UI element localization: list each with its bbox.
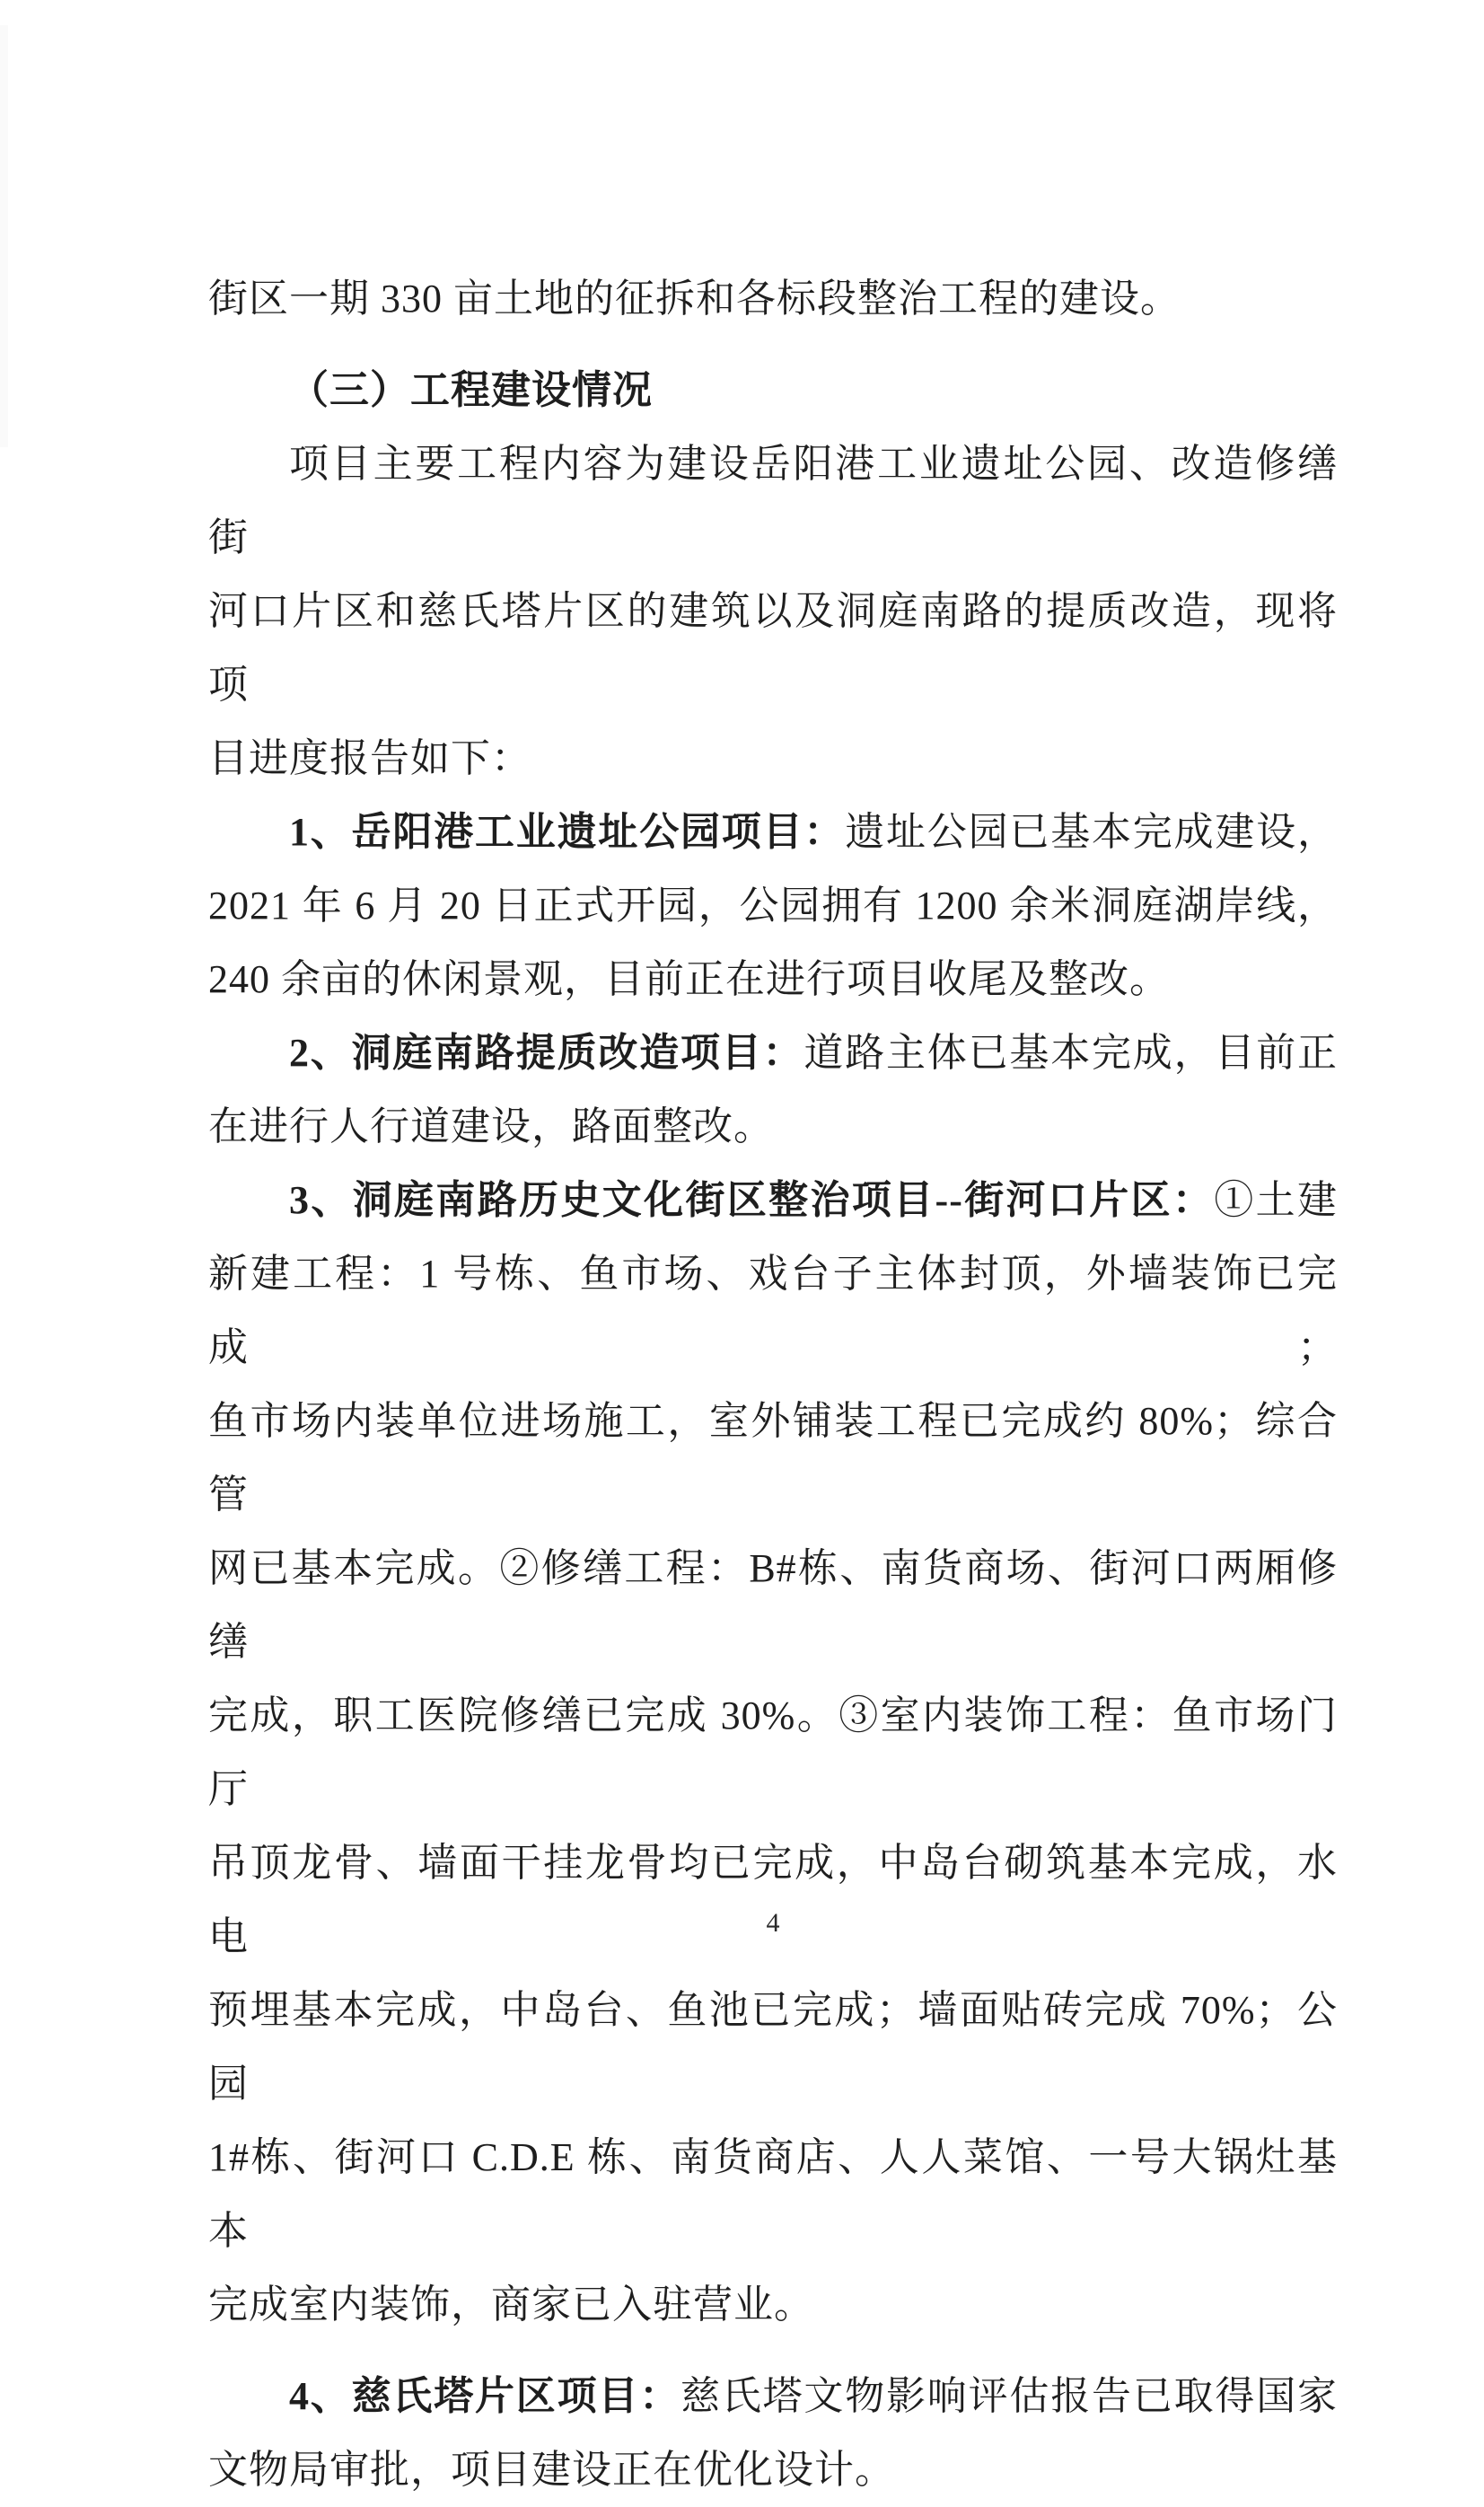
text-line [208, 1974, 1338, 2121]
text-run: 慈氏塔文物影响评估报告已取得国家 [681, 2374, 1338, 2418]
text-run: 鱼市场内装单位进场施工，室外铺装工程已完成约 80%；综合管 [208, 1399, 1338, 1517]
text-run: 完成室内装饰，商家已入驻营业。 [208, 2283, 814, 2327]
text-run: 240 余亩的休闲景观，目前正在进行项目收尾及整改。 [208, 957, 1170, 1001]
text-run-bold: 1、岳阳港工业遗址公园项目： [289, 810, 846, 854]
text-run: ①土建 [1214, 1178, 1338, 1222]
text-run: 2021 年 6 月 20 日正式开园，公园拥有 1200 余米洞庭湖岸线， [208, 884, 1338, 928]
text-run: 1#栋、街河口 C.D.E 栋、南货商店、人人菜馆、一号大锅灶基本 [208, 2135, 1338, 2253]
text-run-bold: 2、洞庭南路提质改造项目： [289, 1031, 804, 1075]
text-run: 目进度报告如下： [208, 736, 531, 780]
text-line [208, 1532, 1338, 1679]
text-run: 遗址公园已基本完成建设， [845, 810, 1339, 854]
text-run: 街区一期 330 亩土地的征拆和各标段整治工程的建设。 [208, 277, 1181, 321]
text-line [208, 2433, 1338, 2507]
text-line [208, 427, 1338, 575]
scan-edge-artifact [0, 25, 8, 447]
text-run: 完成，职工医院修缮已完成 30%。③室内装饰工程：鱼市场门厅 [208, 1693, 1338, 1811]
list-item-3 [208, 1164, 1338, 2342]
text-run-bold: 4、慈氏塔片区项目： [289, 2374, 681, 2418]
text-line [208, 2121, 1338, 2268]
text-run-bold: 3、洞庭南路历史文化街区整治项目--街河口片区： [289, 1178, 1215, 1222]
text-line [208, 575, 1338, 722]
text-run: 吊顶龙骨、墙面干挂龙骨均已完成，中岛台砌筑基本完成，水电 [208, 1841, 1338, 1958]
text-run: 河口片区和慈氏塔片区的建筑以及洞庭南路的提质改造，现将项 [208, 589, 1338, 707]
text-line [208, 1237, 1338, 1385]
list-item-2 [208, 1016, 1338, 1164]
text-run: 预埋基本完成，中岛台、鱼池已完成；墙面贴砖完成 70%；公园 [208, 1988, 1338, 2106]
text-line [208, 1090, 1338, 1164]
text-run: 网已基本完成。②修缮工程：B#栋、南货商场、街河口两厢修缮 [208, 1546, 1338, 1664]
text-line [208, 1385, 1338, 1532]
text-line [208, 943, 1338, 1016]
text-line [208, 1679, 1338, 1826]
text-run: 道路主体已基本完成，目前正 [803, 1031, 1339, 1075]
list-item-1 [208, 796, 1338, 1016]
body-continuation [208, 262, 1338, 336]
text-line [208, 869, 1338, 943]
text-run: 在进行人行道建设，路面整改。 [208, 1104, 774, 1148]
text-run: 文物局审批，项目建设正在优化设计。 [208, 2448, 895, 2492]
list-item-4 [208, 2360, 1338, 2507]
text-line [208, 262, 1338, 336]
text-line [208, 2360, 1338, 2433]
document-body [208, 262, 1338, 2507]
text-line [208, 796, 1338, 869]
intro-paragraph [208, 427, 1338, 796]
text-line [208, 2268, 1338, 2342]
text-line [208, 354, 1338, 427]
page-number: 4 [766, 1908, 780, 1938]
text-run: 新建工程：1 号栋、鱼市场、戏台子主体封顶，外墙装饰已完成； [208, 1252, 1338, 1369]
text-run: 项目主要工程内容为建设岳阳港工业遗址公园、改造修缮街 [208, 442, 1338, 559]
text-line [208, 1016, 1338, 1090]
text-line [208, 1164, 1338, 1237]
text-line [208, 1826, 1338, 1974]
section-heading [208, 354, 1338, 427]
text-line [208, 722, 1338, 796]
text-run-bold: （三）工程建设情况 [289, 368, 653, 412]
